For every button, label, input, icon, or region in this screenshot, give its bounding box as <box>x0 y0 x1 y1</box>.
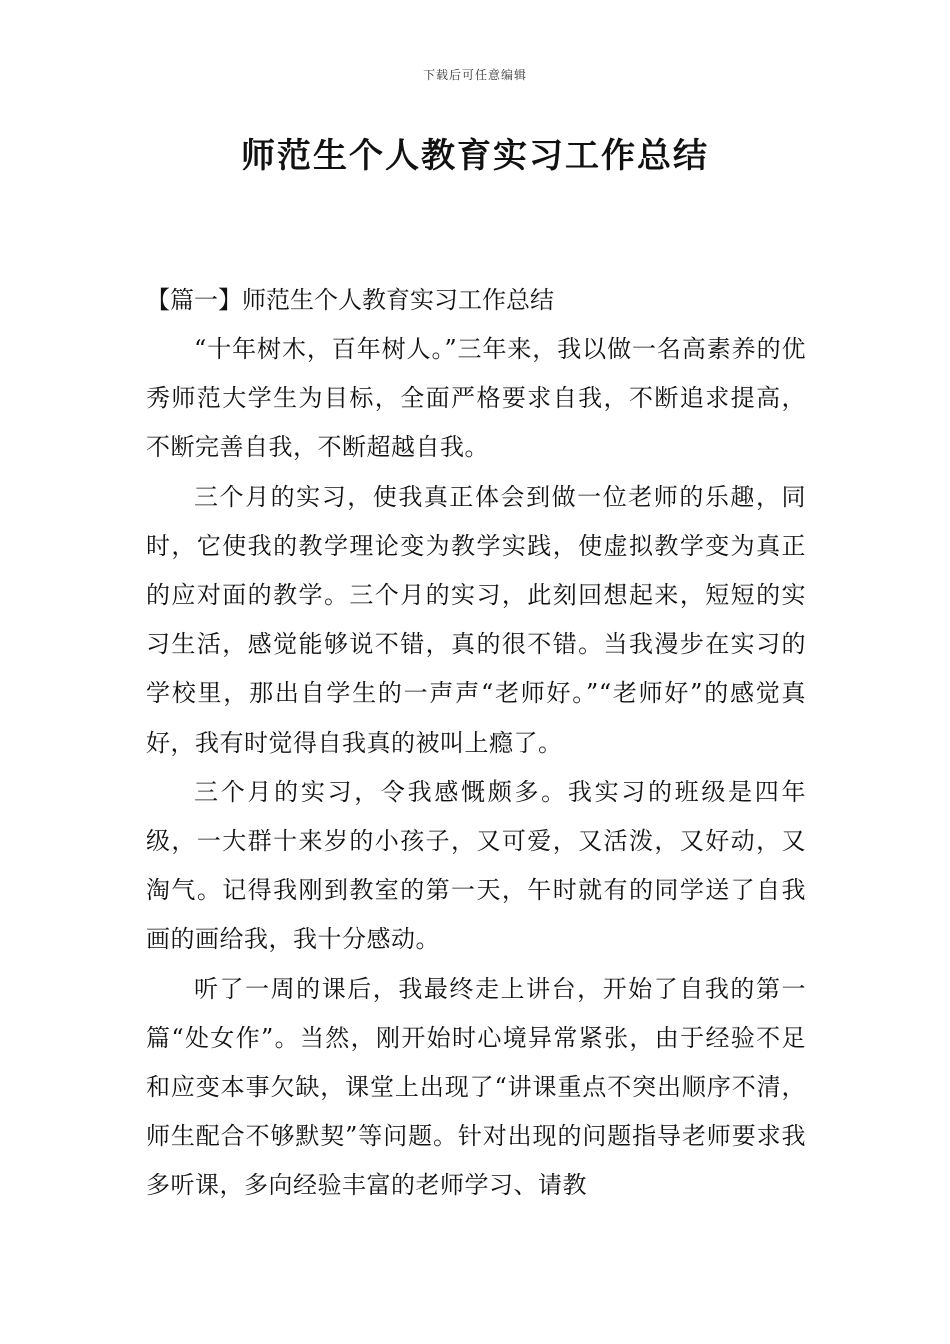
page-header-note: 下载后可任意编辑 <box>422 68 527 82</box>
section-heading: 【篇一】师范生个人教育实习工作总结 <box>146 286 554 314</box>
paragraph-1: “十年树木，百年树人。”三年来，我以做一名高素养的优秀师范大学生为目标，全面严格要求自我，不断追求提高，不断完善自我，不断超越自我。 <box>146 335 806 462</box>
paragraph-2: 三个月的实习，使我真正体会到做一位老师的乐趣，同时，它使我的教学理论变为教学实践，使虚拟教学变为真正的应对面的教学。三个月的实习，此刻回想起来，短短的实习生活，感觉能够说不错，真的很不错。当我漫步在实习的学校里，那出自学生的一声声“老师好。”“老师好”的感觉真好，我有时觉得自我真的被叫上瘾了。 <box>146 482 806 757</box>
paragraph-4: 听了一周的课后，我最终走上讲台，开始了自我的第一篇“处女作”。当然，刚开始时心境异常紧张，由于经验不足和应变本事欠缺，课堂上出现了“讲课重点不突出顺序不清，师生配合不够默契”等问题。针对出现的问题指导老师要求我多听课，多向经验丰富的老师学习、请教 <box>146 974 806 1200</box>
document-title: 师范生个人教育实习工作总结 <box>241 136 709 176</box>
document-body <box>146 276 806 1211</box>
paragraph-3: 三个月的实习，令我感慨颇多。我实习的班级是四年级，一大群十来岁的小孩子，又可爱，又活泼，又好动，又淘气。记得我刚到教室的第一天，午时就有的同学送了自我画的画给我，我十分感动。 <box>146 777 806 954</box>
